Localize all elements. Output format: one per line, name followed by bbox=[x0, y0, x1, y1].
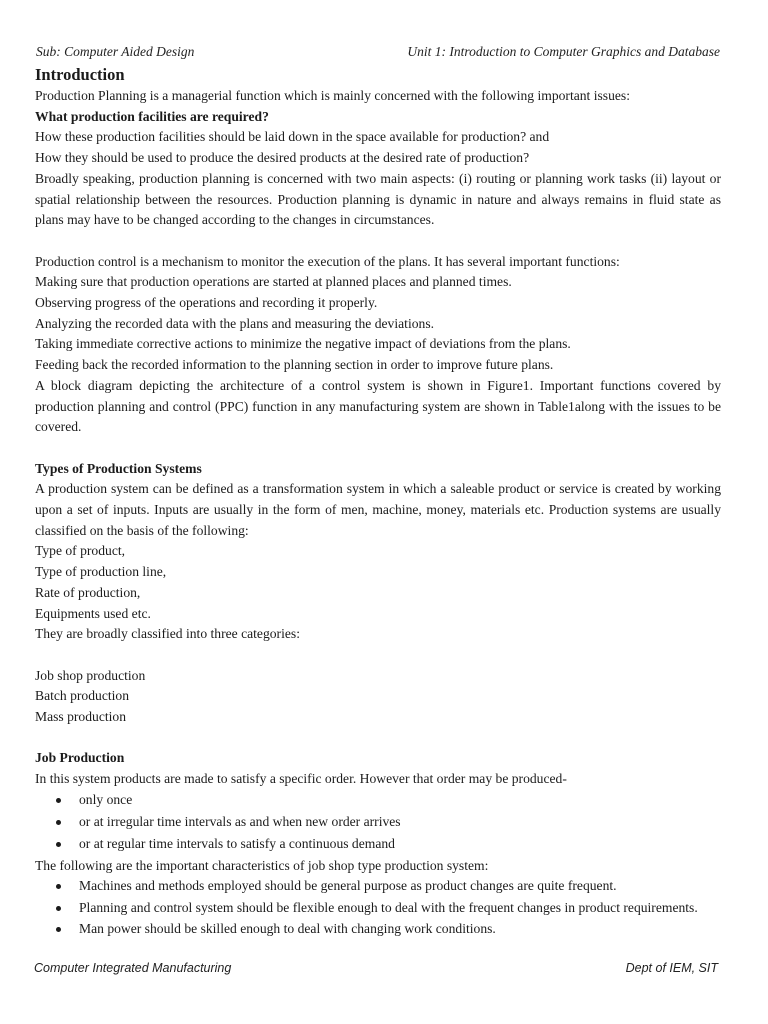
list-item bbox=[35, 812, 721, 833]
question-line: How they should be used to produce the desired products at the desired rate of production? bbox=[35, 150, 530, 166]
characteristics-bullet-list bbox=[35, 876, 721, 939]
spacer bbox=[35, 728, 721, 749]
list-item-text: Man power should be skilled enough to deal with changing work conditions. bbox=[79, 920, 496, 936]
bullet-icon bbox=[56, 842, 61, 847]
list-item bbox=[35, 876, 721, 897]
spacer bbox=[35, 231, 721, 252]
page-content bbox=[35, 63, 721, 941]
bullet-icon bbox=[56, 884, 61, 889]
category-item: Mass production bbox=[35, 709, 126, 725]
bullet-icon bbox=[56, 906, 61, 911]
category-item: Batch production bbox=[35, 688, 130, 704]
types-heading: Types of Production Systems bbox=[35, 460, 202, 476]
control-intro: Production control is a mechanism to monitor the execution of the plans. It has several important functions: bbox=[35, 253, 620, 269]
types-paragraph: A production system can be defined as a transformation system in which a saleable product or service is created by working upon a set of inputs. Inputs are usually in the form of men, machine, money, materials etc. Production systems are usually classified on the basis of the following: bbox=[35, 481, 721, 538]
page-footer bbox=[34, 961, 718, 979]
list-item bbox=[35, 919, 721, 940]
question-line: How these production facilities should be laid down in the space available for production? and bbox=[35, 129, 550, 145]
list-item-text: only once bbox=[79, 791, 133, 807]
header-unit: Unit 1: Introduction to Computer Graphics and Database bbox=[407, 44, 720, 59]
list-item bbox=[35, 834, 721, 855]
header-subject: Sub: Computer Aided Design bbox=[36, 44, 195, 59]
broad-paragraph: Broadly speaking, production planning is concerned with two main aspects: (i) routing or planning work tasks (ii) layout or spatial relationship between the resources. Production planning is dynamic in nature and always remains in fluid state as plans may have to be changed according to the changes in circumstances. bbox=[35, 170, 721, 228]
control-item: Analyzing the recorded data with the plans and measuring the deviations. bbox=[35, 315, 435, 331]
basis-item: Type of production line, bbox=[35, 564, 167, 580]
section-title: Introduction bbox=[35, 65, 125, 84]
control-item: Observing progress of the operations and recording it properly. bbox=[35, 295, 378, 311]
list-item bbox=[35, 898, 721, 918]
spacer bbox=[35, 438, 721, 459]
list-item-text: Planning and control system should be flexible enough to deal with the frequent changes in product requirements. bbox=[79, 900, 698, 916]
page-header bbox=[36, 44, 720, 62]
bullet-icon bbox=[56, 927, 61, 932]
list-item-text: Machines and methods employed should be general purpose as product changes are quite frequent. bbox=[79, 878, 617, 894]
spacer bbox=[35, 645, 721, 666]
basis-item: Equipments used etc. bbox=[35, 605, 151, 621]
control-item: Feeding back the recorded information to the planning section in order to improve future plans. bbox=[35, 357, 554, 373]
bullet-icon bbox=[56, 820, 61, 825]
question-heading: What production facilities are required? bbox=[35, 108, 269, 124]
basis-item: Rate of production, bbox=[35, 584, 141, 600]
job-paragraph: In this system products are made to satisfy a specific order. However that order may be produced- bbox=[35, 771, 567, 787]
job-heading: Job Production bbox=[35, 750, 125, 766]
bullet-icon bbox=[56, 798, 61, 803]
control-item: Making sure that production operations are started at planned places and planned times. bbox=[35, 274, 512, 290]
block-diagram-paragraph: A block diagram depicting the architecture of a control system is shown in Figure1. Important functions covered by production planning and control (PPC) function in any manufacturing system are shown in Table1along with the issues to be covered. bbox=[35, 377, 721, 435]
footer-department: Dept of IEM, SIT bbox=[625, 961, 718, 975]
list-item-text: or at regular time intervals to satisfy a continuous demand bbox=[79, 835, 395, 851]
category-item: Job shop production bbox=[35, 667, 146, 683]
list-item bbox=[35, 790, 721, 811]
list-item-text: or at irregular time intervals as and when new order arrives bbox=[79, 813, 401, 829]
footer-course: Computer Integrated Manufacturing bbox=[34, 961, 232, 975]
characteristics-intro: The following are the important characteristics of job shop type production system: bbox=[35, 857, 489, 873]
basis-item: Type of product, bbox=[35, 543, 126, 559]
categories-intro: They are broadly classified into three categories: bbox=[35, 626, 300, 642]
intro-paragraph: Production Planning is a managerial function which is mainly concerned with the following important issues: bbox=[35, 88, 630, 103]
control-item: Taking immediate corrective actions to minimize the negative impact of deviations from the plans. bbox=[35, 336, 571, 352]
job-bullet-list bbox=[35, 790, 721, 854]
